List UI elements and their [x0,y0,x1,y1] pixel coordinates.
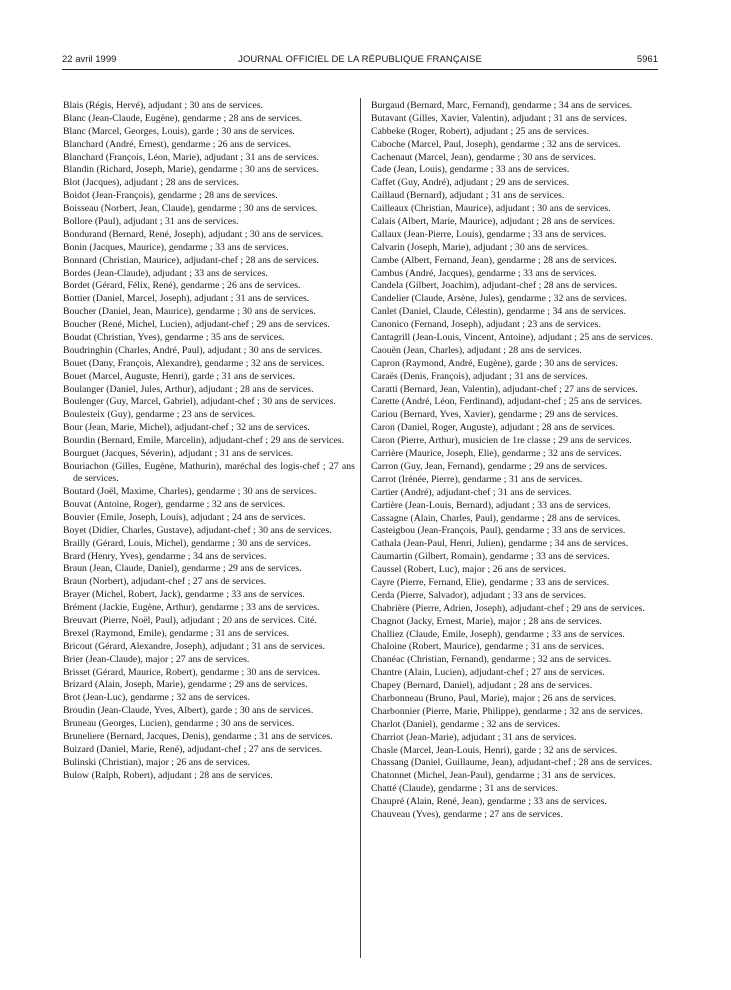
list-item: Brisset (Gérard, Maurice, Robert), gendarme ; 30 ans de services. [63,666,321,678]
list-item: Chasle (Marcel, Jean-Louis, Henri), garde ; 32 ans de services. [371,744,618,756]
header-title: JOURNAL OFFICIEL DE LA RÉPUBLIQUE FRANÇAISE [238,54,482,65]
list-item: Caouën (Jean, Charles), adjudant ; 28 ans de services. [371,344,582,356]
list-item: Cerda (Pierre, Salvador), adjudant ; 33 ans de services. [371,589,587,601]
list-item: Charlot (Daniel), gendarme ; 32 ans de services. [371,718,561,730]
list-item: Chanéac (Christian, Fernand), gendarme ; 32 ans de services. [371,654,612,666]
list-item: Bonnard (Christian, Maurice), adjudant-chef ; 28 ans de services. [63,254,319,266]
list-item: Bour (Jean, Marie, Michel), adjudant-chef ; 32 ans de services. [63,422,310,434]
list-item: Charbonnier (Pierre, Marie, Philippe), gendarme ; 32 ans de services. [371,705,643,717]
list-item: Cayre (Pierre, Fernand, Elie), gendarme ; 33 ans de services. [371,576,610,588]
list-item: Chaloine (Robert, Maurice), gendarme ; 31 ans de services. [371,641,605,653]
list-item: Cariou (Bernard, Yves, Xavier), gendarme ; 29 ans de services. [371,409,619,421]
list-item: Blot (Jacques), adjudant ; 28 ans de services. [63,177,240,189]
list-item: Blanchard (André, Ernest), gendarme ; 26 ans de services. [63,138,292,150]
list-item: Boisseau (Norbert, Jean, Claude), gendarme ; 30 ans de services. [63,203,318,215]
list-item: Caussel (Robert, Luc), major ; 26 ans de services. [371,564,567,576]
list-item: Boyet (Didier, Charles, Gustave), adjudant-chef ; 30 ans de services. [63,524,332,536]
list-item: Brot (Jean-Luc), gendarme ; 32 ans de services. [63,692,250,704]
list-item: Chassang (Daniel, Guillaume, Jean), adjudant-chef ; 28 ans de services. [371,757,653,769]
list-item: Bonin (Jacques, Maurice), gendarme ; 33 ans de services. [63,241,289,253]
list-item: Bouet (Dany, François, Alexandre), gendarme ; 32 ans de services. [63,357,325,369]
list-item: Bottier (Daniel, Marcel, Joseph), adjudant ; 31 ans de services. [63,293,310,305]
list-item: Bouvier (Emile, Joseph, Louis), adjudant ; 24 ans de services. [63,511,306,523]
list-item: Bondurand (Bernard, René, Joseph), adjudant ; 30 ans de services. [63,228,324,240]
list-item: Chatonnet (Michel, Jean-Paul), gendarme ; 31 ans de services. [371,770,616,782]
list-item: Brizard (Alain, Joseph, Marie), gendarme ; 29 ans de services. [63,679,308,691]
list-item: Cassagne (Alain, Charles, Paul), gendarme ; 28 ans de services. [371,512,621,524]
list-item: Caffet (Guy, André), adjudant ; 29 ans de services. [371,177,570,189]
list-item: Bourdin (Bernard, Emile, Marcelin), adjudant-chef ; 29 ans de services. [63,435,345,447]
list-item: Caron (Pierre, Arthur), musicien de 1re classe ; 29 ans de services. [371,435,632,447]
list-item: Bulow (Ralph, Robert), adjudant ; 28 ans de services. [63,769,273,781]
list-item: Canlet (Daniel, Claude, Célestin), gendarme ; 34 ans de services. [371,306,626,318]
list-item: Chatté (Claude), gendarme ; 31 ans de services. [371,783,558,795]
list-item: Cantagrill (Jean-Louis, Vincent, Antoine), adjudant ; 25 ans de services. [371,332,653,344]
header-page-number: 5961 [636,54,658,65]
list-item: Bordet (Gérard, Félix, René), gendarme ; 26 ans de services. [63,280,301,292]
list-item: Candela (Gilbert, Joachim), adjudant-chef ; 28 ans de services. [371,280,618,292]
list-item: Cachenaut (Marcel, Jean), gendarme ; 30 ans de services. [371,151,596,163]
list-item: Charbonneau (Bruno, Paul, Marie), major ; 26 ans de services. [371,692,617,704]
list-item: Callaux (Jean-Pierre, Louis), gendarme ; 33 ans de services. [371,228,607,240]
header-rule [62,69,658,70]
list-item: Caron (Daniel, Roger, Auguste), adjudant ; 28 ans de services. [371,422,616,434]
list-item: Charriot (Jean-Marie), adjudant ; 31 ans de services. [371,731,577,743]
list-item: Butavant (Gilles, Xavier, Valentin), adjudant ; 31 ans de services. [371,112,627,124]
list-item: Bourguet (Jacques, Séverin), adjudant ; 31 ans de services. [63,448,294,460]
list-item: Bouriachon (Gilles, Eugène, Mathurin), maréchal des logis-chef ; 27 ans de services. [63,460,355,485]
column-divider [360,98,361,958]
list-item: Breuvart (Pierre, Noël, Paul), adjudant ; 20 ans de services. Cité. [63,615,317,627]
list-item: Carrot (Irénée, Pierre), gendarme ; 31 ans de services. [371,473,583,485]
list-item: Cartière (Jean-Louis, Bernard), adjudant ; 33 ans de services. [371,499,611,511]
list-item: Brément (Jackie, Eugène, Arthur), gendarme ; 33 ans de services. [63,602,320,614]
page-header [62,54,658,68]
list-item: Calais (Albert, Marie, Maurice), adjudant ; 28 ans de services. [371,216,616,228]
list-item: Buizard (Daniel, Marie, René), adjudant-chef ; 27 ans de services. [63,743,323,755]
list-item: Blanchard (François, Léon, Marie), adjudant ; 31 ans de services. [63,151,319,163]
list-item: Calvarin (Joseph, Marie), adjudant ; 30 ans de services. [371,241,589,253]
list-item: Caraës (Denis, François), adjudant ; 31 ans de services. [371,370,588,382]
list-item: Caratti (Bernard, Jean, Valentin), adjudant-chef ; 27 ans de services. [371,383,638,395]
list-item: Braun (Jean, Claude, Daniel), gendarme ; 29 ans de services. [63,563,302,575]
list-item: Bruneliere (Bernard, Jacques, Denis), gendarme ; 31 ans de services. [63,731,333,743]
list-item: Casteigbou (Jean-François, Paul), gendarme ; 33 ans de services. [371,525,626,537]
list-item: Burgaud (Bernard, Marc, Fernand), gendarme ; 34 ans de services. [371,100,633,111]
list-item: Candelier (Claude, Arsène, Jules), gendarme ; 32 ans de services. [371,293,627,305]
header-date: 22 avril 1999 [62,54,117,65]
list-item: Cathala (Jean-Paul, Henri, Julien), gendarme ; 34 ans de services. [371,538,629,550]
list-item: Bulinski (Christian), major ; 26 ans de services. [63,756,250,768]
list-item: Boudat (Christian, Yves), gendarme ; 35 ans de services. [63,332,285,344]
list-item: Boidot (Jean-François), gendarme ; 28 ans de services. [63,190,278,202]
list-item: Braun (Norbert), adjudant-chef ; 27 ans de services. [63,576,267,588]
list-item: Boulesteix (Guy), gendarme ; 23 ans de services. [63,409,256,421]
list-item: Bordes (Jean-Claude), adjudant ; 33 ans de services. [63,267,268,279]
list-item: Blanc (Marcel, Georges, Louis), garde ; 30 ans de services. [63,125,295,137]
list-item: Boulenger (Guy, Marcel, Gabriel), adjudant-chef ; 30 ans de services. [63,396,336,408]
list-item: Carrière (Maurice, Joseph, Elie), gendarme ; 32 ans de services. [371,448,622,460]
list-item: Brailly (Gérard, Louis, Michel), gendarme ; 30 ans de services. [63,537,311,549]
list-item: Chantre (Alain, Lucien), adjudant-chef ; 27 ans de services. [371,667,605,679]
right-column [371,100,663,822]
left-column [63,100,355,783]
list-item: Canonico (Fernand, Joseph), adjudant ; 23 ans de services. [371,319,601,331]
list-item: Chabrière (Pierre, Adrien, Joseph), adjudant-chef ; 29 ans de services. [371,602,645,614]
list-item: Carron (Guy, Jean, Fernand), gendarme ; 29 ans de services. [371,460,608,472]
list-item: Blais (Régis, Hervé), adjudant ; 30 ans de services. [63,100,263,111]
list-item: Broudin (Jean-Claude, Yves, Albert), garde ; 30 ans de services. [63,705,314,717]
list-item: Caboche (Marcel, Paul, Joseph), gendarme ; 32 ans de services. [371,138,621,150]
list-item: Boutard (Joël, Maxime, Charles), gendarme ; 30 ans de services. [63,486,317,498]
list-item: Bricout (Gérard, Alexandre, Joseph), adjudant ; 31 ans de services. [63,640,325,652]
list-item: Caumartin (Gilbert, Romain), gendarme ; 33 ans de services. [371,551,610,563]
list-item: Cailleaux (Christian, Maurice), adjudant ; 30 ans de services. [371,203,611,215]
list-item: Boulanger (Daniel, Jules, Arthur), adjudant ; 28 ans de services. [63,383,314,395]
list-item: Brayer (Michel, Robert, Jack), gendarme ; 33 ans de services. [63,589,305,601]
list-item: Brard (Henry, Yves), gendarme ; 34 ans de services. [63,550,267,562]
list-item: Bollore (Paul), adjudant ; 31 ans de services. [63,216,239,228]
list-item: Blandin (Richard, Joseph, Marie), gendarme ; 30 ans de services. [63,164,319,176]
list-item: Chauveau (Yves), gendarme ; 27 ans de services. [371,808,563,820]
list-item: Capron (Raymond, André, Eugène), garde ; 30 ans de services. [371,357,618,369]
list-item: Chapey (Bernard, Daniel), adjudant ; 28 ans de services. [371,680,593,692]
list-item: Carette (André, Léon, Ferdinand), adjudant-chef ; 25 ans de services. [371,396,643,408]
list-item: Bouvat (Antoine, Roger), gendarme ; 32 ans de services. [63,499,286,511]
list-item: Boudringhin (Charles, André, Paul), adjudant ; 30 ans de services. [63,344,323,356]
list-item: Bruneau (Georges, Lucien), gendarme ; 30 ans de services. [63,718,295,730]
list-item: Boucher (René, Michel, Lucien), adjudant-chef ; 29 ans de services. [63,319,330,331]
list-item: Brexel (Raymond, Emile), gendarme ; 31 ans de services. [63,627,290,639]
list-item: Challiez (Claude, Emile, Joseph), gendarme ; 33 ans de services. [371,628,625,640]
list-item: Cambe (Albert, Fernand, Jean), gendarme ; 28 ans de services. [371,254,617,266]
list-item: Caillaud (Bernard), adjudant ; 31 ans de services. [371,190,565,202]
list-item: Cabbeke (Roger, Robert), adjudant ; 25 ans de services. [371,125,590,137]
list-item: Chagnot (Jacky, Ernest, Marie), major ; 28 ans de services. [371,615,602,627]
list-item: Cartier (André), adjudant-chef ; 31 ans de services. [371,486,572,498]
list-item: Chaupré (Alain, René, Jean), gendarme ; 33 ans de services. [371,796,607,808]
list-item: Cade (Jean, Louis), gendarme ; 33 ans de services. [371,164,570,176]
list-item: Bouet (Marcel, Auguste, Henri), garde ; 31 ans de services. [63,370,296,382]
list-item: Blanc (Jean-Claude, Eugène), gendarme ; 28 ans de services. [63,112,303,124]
list-item: Cambus (André, Jacques), gendarme ; 33 ans de services. [371,267,597,279]
list-item: Boucher (Daniel, Jean, Maurice), gendarme ; 30 ans de services. [63,306,316,318]
list-item: Brier (Jean-Claude), major ; 27 ans de services. [63,653,250,665]
